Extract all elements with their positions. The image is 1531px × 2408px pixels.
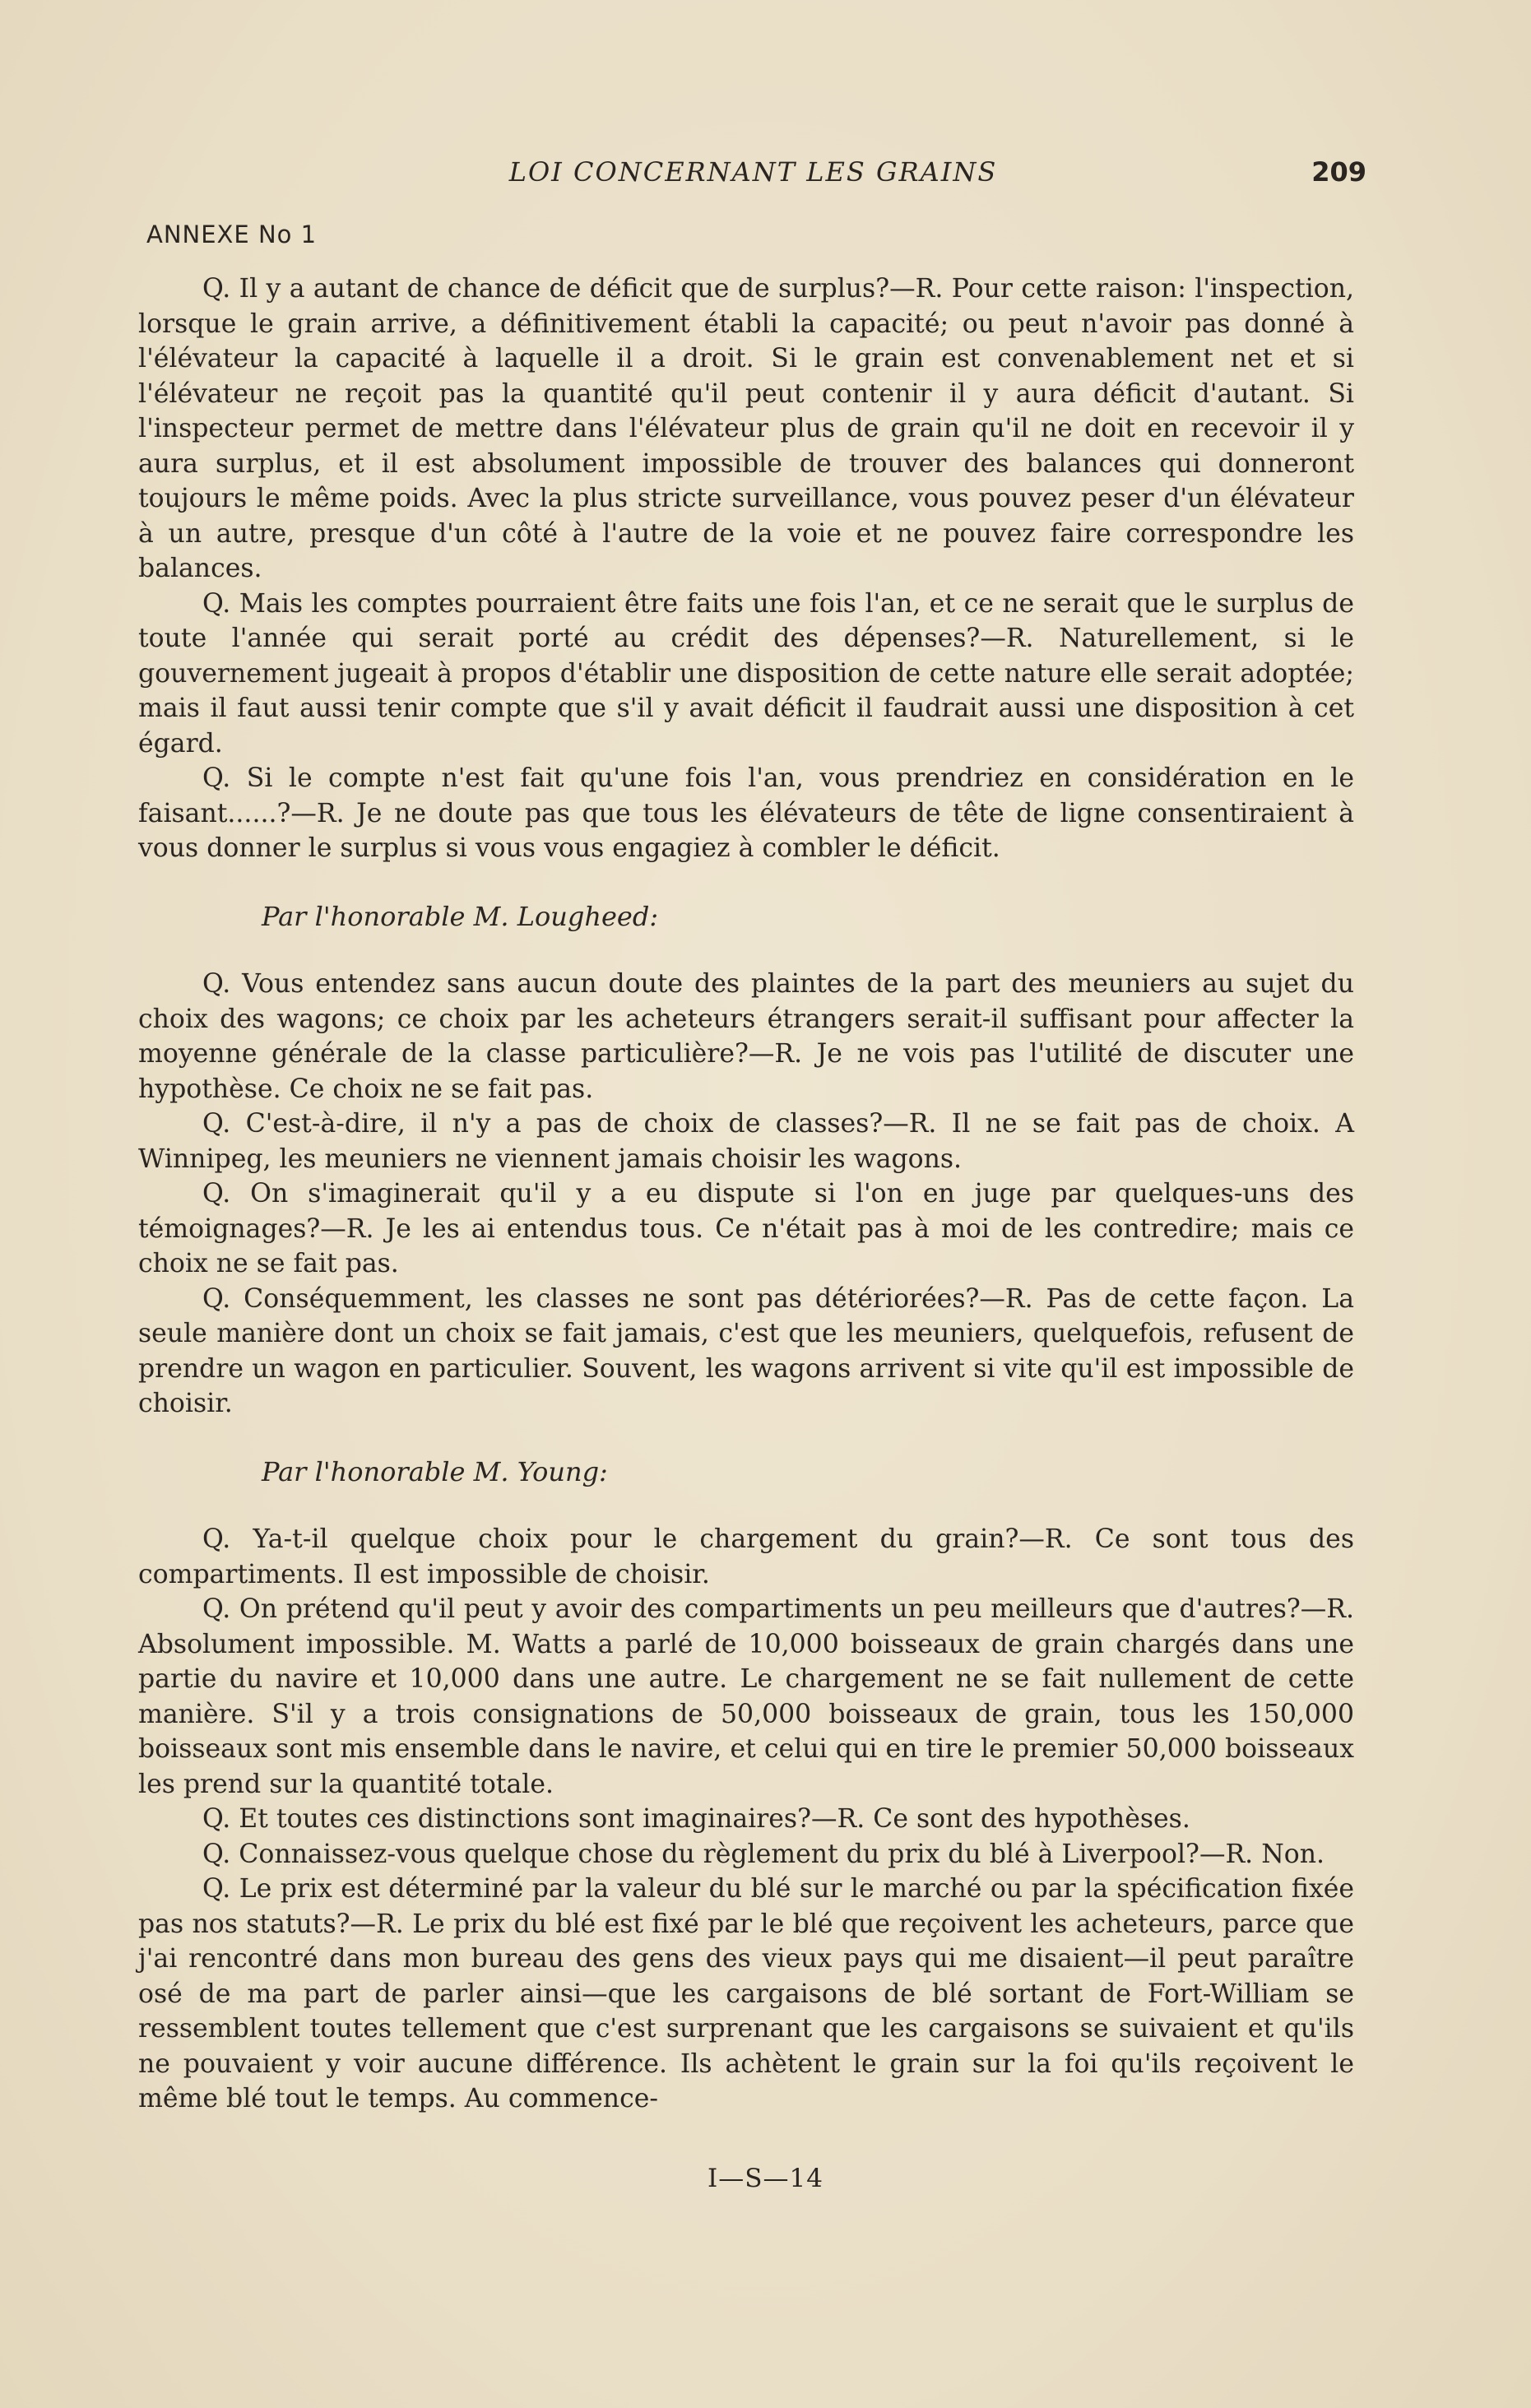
paragraph: Q. C'est-à-dire, il n'y a pas de choix de classes?—R. Il ne se fait pas de choix. A Winnipeg, les meuniers ne viennent jamais choisir les wagons. <box>138 1109 1354 1174</box>
running-title: LOI CONCERNANT LES GRAINS <box>508 156 998 188</box>
paragraph: Q. Il y a autant de chance de déficit que de surplus?—R. Pour cette raison: l'inspection, lorsque le grain arrive, a définitivement établi la capacité; ou peut n'avoir pas donné à l'élévateur la capacité à laquelle il a droit. Si le grain est convenablement net et si l'élévateur ne reçoit pas la quantité qu'il peut contenir il y aura déficit d'autant. Si l'inspecteur permet de mettre dans l'élévateur plus de grain qu'il ne doit en recevoir il y aura surplus, et il est absolument impossible de trouver des balances qui donneront toujours le même poids. Avec la plus stricte surveillance, vous pouvez peser d'un élévateur à un autre, presque d'un côté à l'autre de la voie et ne pouvez faire correspondre les balances. <box>138 274 1354 583</box>
paragraph: Q. Si le compte n'est fait qu'une fois l'an, vous prendriez en considération en le faisant......?—R. Je ne doute pas que tous les élévateurs de tête de ligne consentiraient à vous donner le surplus si vous vous engagiez à combler le déficit. <box>138 763 1354 863</box>
body-text <box>138 271 1354 2117</box>
page-number: 209 <box>1311 156 1366 188</box>
signature-mark: I—S—14 <box>708 2164 823 2193</box>
paragraph: Q. Connaissez-vous quelque chose du règlement du prix du blé à Liverpool?—R. Non. <box>202 1839 1325 1869</box>
speaker-heading: Par l'honorable M. Young: <box>262 1455 608 1487</box>
paragraph: Q. Le prix est déterminé par la valeur du blé sur le marché ou par la spécification fixée pas nos statuts?—R. Le prix du blé est fixé par le blé que reçoivent les acheteurs, parce que j'ai rencontré dans mon bureau des gens des vieux pays qui me disaient—il peut paraître osé de ma part de parler ainsi—que les cargaisons de blé sortant de Fort-William se ressemblent toutes tellement que c'est surprenant que les cargaisons se suivaient et qu'ils ne pouvaient y voir aucune différence. Ils achètent le grain sur la foi qu'ils reçoivent le même blé tout le temps. Au commence- <box>138 1874 1354 2113</box>
paragraph: Q. Mais les comptes pourraient être faits une fois l'an, et ce ne serait que le surplus de toute l'année qui serait porté au crédit des dépenses?—R. Naturellement, si le gouvernement jugeait à propos d'établir une disposition de cette nature elle serait adoptée; mais il faut aussi tenir compte que s'il y avait déficit il faudrait aussi une disposition à cet égard. <box>138 588 1354 759</box>
running-header <box>140 156 1366 197</box>
paragraph: Q. On s'imaginerait qu'il y a eu dispute si l'on en juge par quelques-uns des témoignages?—R. Je les ai entendus tous. Ce n'était pas à moi de les contredire; mais ce choix ne se fait pas. <box>138 1179 1354 1278</box>
paragraph: Q. Conséquemment, les classes ne sont pas détériorées?—R. Pas de cette façon. La seule manière dont un choix se fait jamais, c'est que les meuniers, quelquefois, refusent de prendre un wagon en particulier. Souvent, les wagons arrivent si vite qu'il est impossible de choisir. <box>138 1283 1354 1418</box>
paragraph: Q. Vous entendez sans aucun doute des plaintes de la part des meuniers au sujet du choix des wagons; ce choix par les acheteurs étrangers serait-il suffisant pour affecter la moyenne générale de la classe particulière?—R. Je ne vois pas l'utilité de discuter une hypothèse. Ce choix ne se fait pas. <box>138 969 1354 1104</box>
paragraph: Q. Ya-t-il quelque choix pour le chargement du grain?—R. Ce sont tous des compartiments. Il est impossible de choisir. <box>138 1524 1354 1589</box>
annex-label: ANNEXE No 1 <box>146 220 318 248</box>
paragraph: Q. Et toutes ces distinctions sont imaginaires?—R. Ce sont des hypothèses. <box>202 1804 1190 1834</box>
paragraph: Q. On prétend qu'il peut y avoir des compartiments un peu meilleurs que d'autres?—R. Absolument impossible. M. Watts a parlé de 10,000 boisseaux de grain chargés dans une partie du navire et 10,000 dans une autre. Le chargement ne se fait nullement de cette manière. S'il y a trois consignations de 50,000 boisseaux de grain, tous les 150,000 boisseaux sont mis ensemble dans le navire, et celui qui en tire le premier 50,000 boisseaux les prend sur la quantité totale. <box>138 1594 1354 1799</box>
speaker-heading: Par l'honorable M. Lougheed: <box>262 900 659 932</box>
